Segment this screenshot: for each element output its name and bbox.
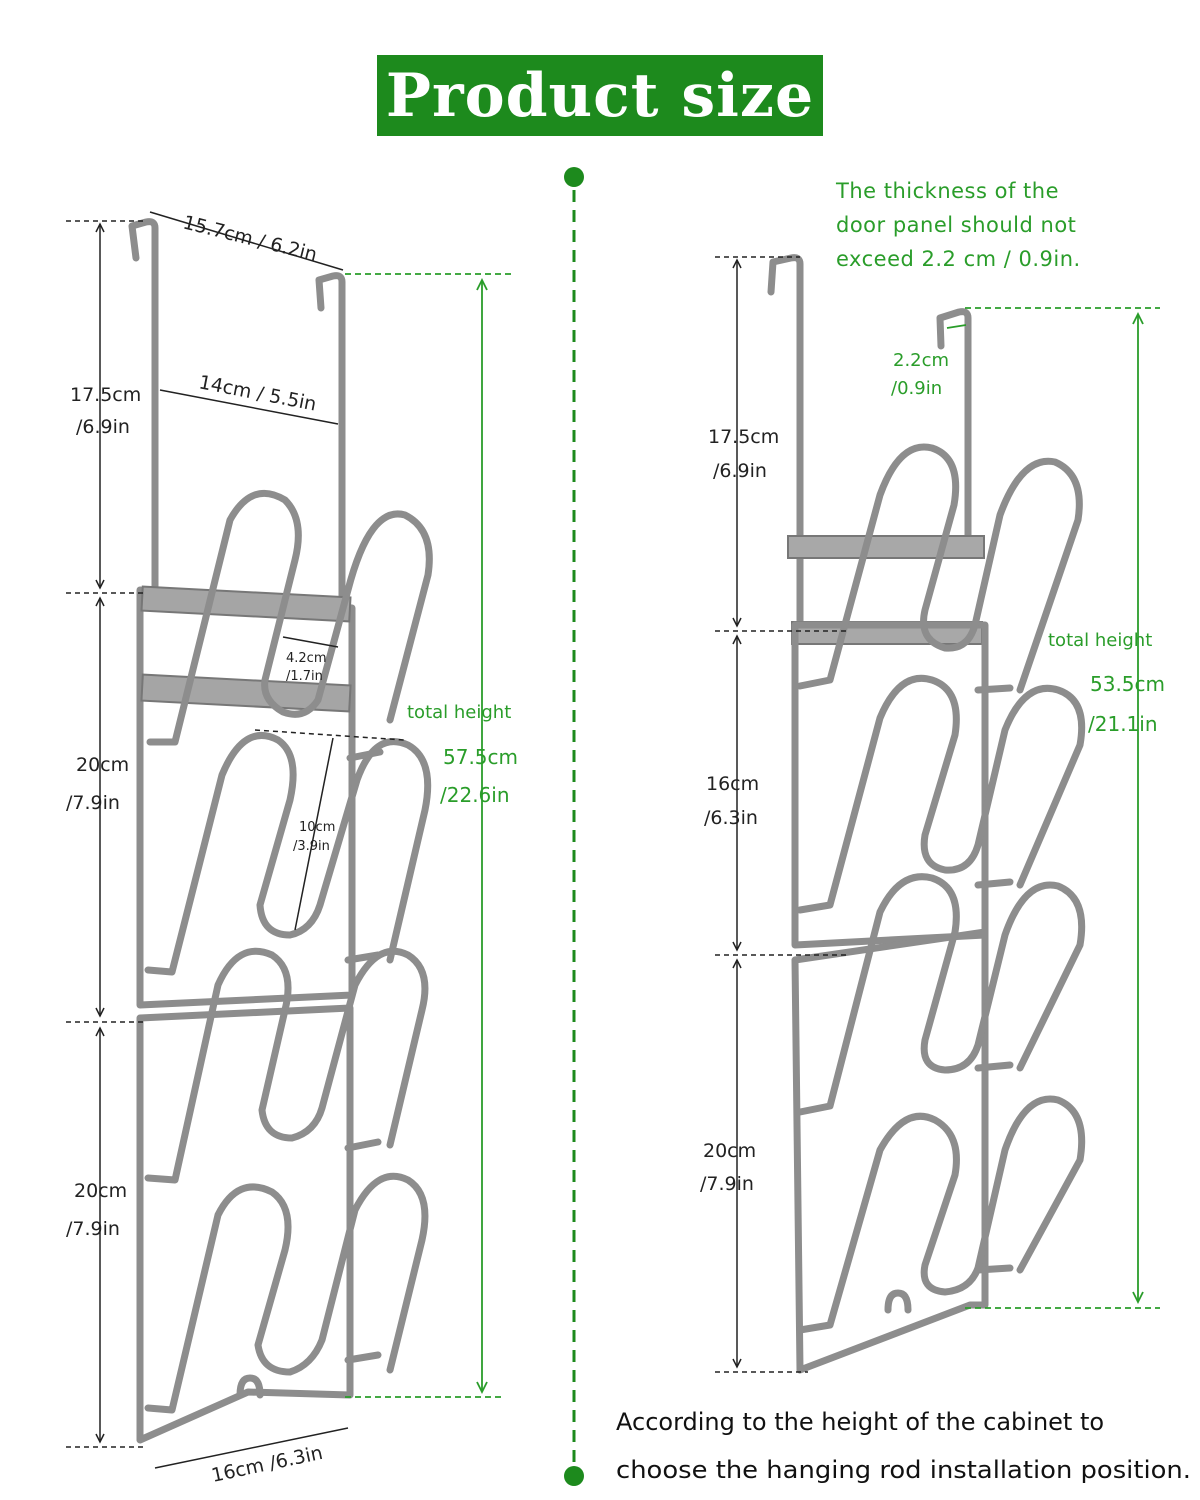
left-section2-height-inch: /7.9in — [66, 1218, 120, 1240]
left-top-width-label: 15.7cm / 6.2in — [180, 211, 320, 267]
right-section1-height-inch: /6.3in — [704, 807, 758, 829]
left-hook-height-value: 17.5cm — [70, 384, 142, 406]
left-inner-width-label: 14cm / 5.5in — [197, 371, 319, 416]
right-hook-height-value: 17.5cm — [708, 426, 780, 448]
left-section2-height-value: 20cm — [74, 1180, 128, 1202]
left-loop-depth-value: 10cm — [299, 820, 336, 835]
door-thickness-value: 2.2cm — [893, 350, 950, 371]
right-section1-height-value: 16cm — [706, 773, 760, 795]
right-section2-height-value: 20cm — [703, 1140, 757, 1162]
left-total-height-line — [345, 274, 512, 1397]
right-total-height-value: 53.5cm — [1090, 672, 1166, 696]
door-note-line-2: door panel should not — [836, 213, 1077, 237]
left-section1-height-value: 20cm — [76, 754, 130, 776]
door-note-line-3: exceed 2.2 cm / 0.9in. — [836, 247, 1081, 271]
left-total-height-label: total height — [407, 702, 512, 723]
right-hook-height-inch: /6.9in — [713, 460, 767, 482]
left-bar-gap-value: 4.2cm — [286, 651, 327, 666]
left-hook-height-inch: /6.9in — [76, 416, 130, 438]
right-section2-height-inch: /7.9in — [700, 1173, 754, 1195]
left-bottom-width-label: 16cm /6.3in — [209, 1441, 325, 1487]
page-title: Product size — [385, 60, 815, 131]
door-note-line-1: The thickness of the — [836, 179, 1059, 203]
left-loop-depth-inch: /3.9in — [293, 839, 330, 854]
center-divider — [564, 167, 584, 1486]
right-total-height-inch: /21.1in — [1088, 712, 1158, 736]
footer-note-line-2: choose the hanging rod installation position. — [616, 1456, 1191, 1484]
left-total-height-inch: /22.6in — [440, 783, 510, 807]
left-section1-height-inch: /7.9in — [66, 792, 120, 814]
left-bar-gap-inch: /1.7in — [286, 669, 323, 684]
right-rack-illustration — [771, 258, 1082, 1370]
door-thickness-inch: /0.9in — [891, 378, 943, 399]
footer-note-line-1: According to the height of the cabinet to — [616, 1408, 1105, 1436]
left-total-height-value: 57.5cm — [443, 745, 519, 769]
right-total-height-label: total height — [1048, 630, 1153, 651]
